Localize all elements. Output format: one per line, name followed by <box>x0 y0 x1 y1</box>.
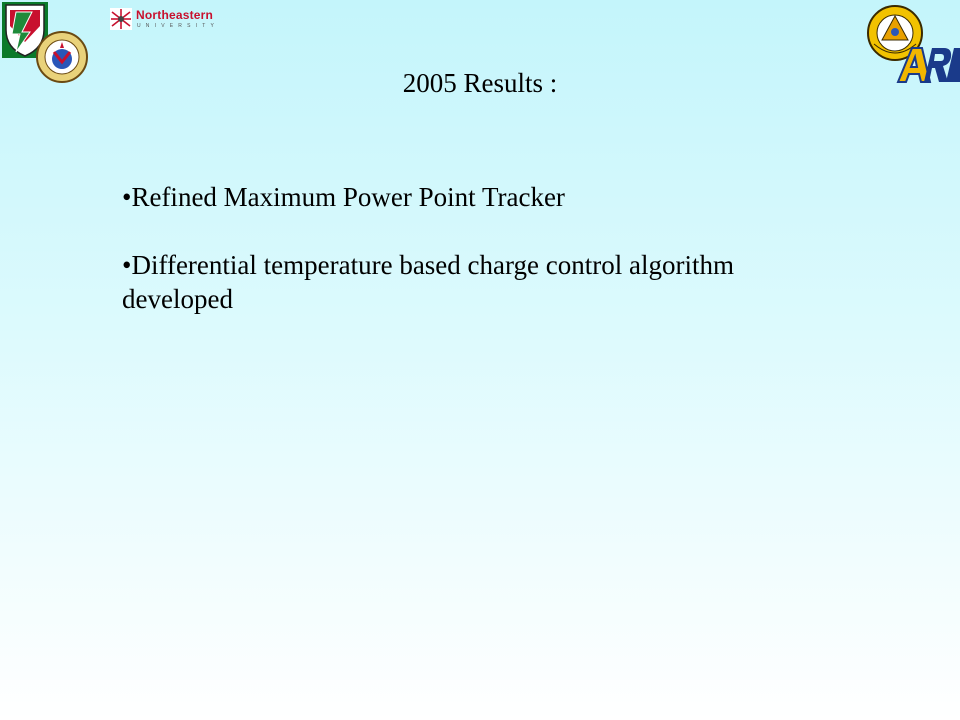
northeastern-sunburst-icon <box>110 8 132 30</box>
northeastern-logo <box>110 8 220 32</box>
northeastern-name: Northeastern <box>136 8 214 22</box>
slide-title: 2005 Results : <box>402 68 558 98</box>
bullet-item: •Refined Maximum Power Point Tracker <box>122 182 565 212</box>
northeastern-sub: UNIVERSITY <box>137 23 220 29</box>
bullet-list <box>122 180 762 350</box>
bullet-item: •Differential temperature based charge control algorithm developed <box>122 250 734 314</box>
